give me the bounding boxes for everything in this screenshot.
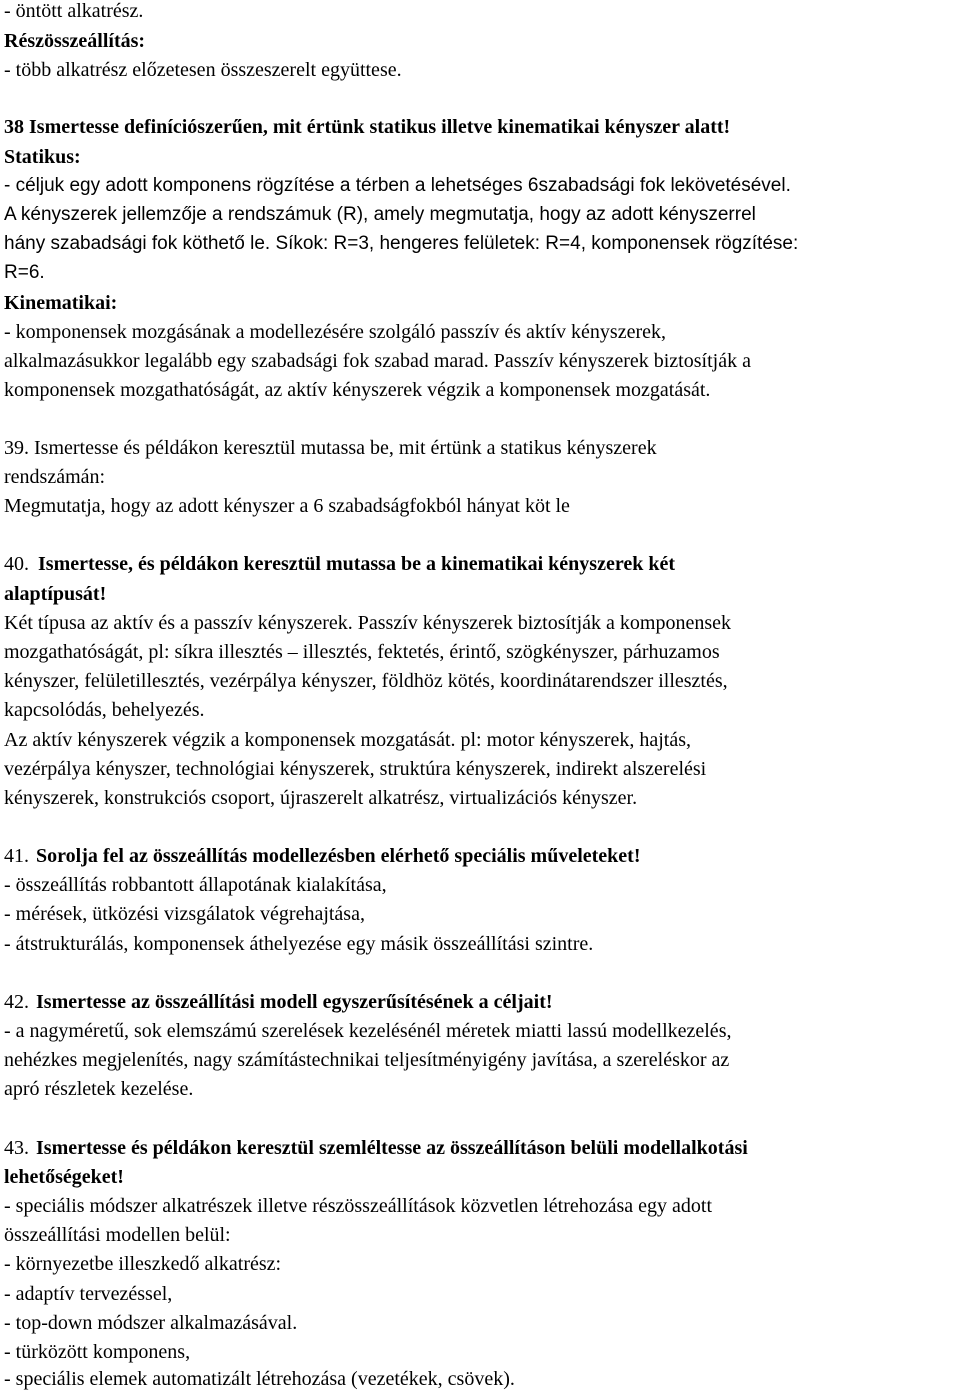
- q38-question: 38 Ismertesse definíciószerűen, mit értünk statikus illetve kinematikai kényszer alatt!: [4, 116, 731, 138]
- q43-answer-line: - türközött komponens,: [4, 1341, 191, 1363]
- q40-question-line: [4, 550, 675, 578]
- q43-question-line: [4, 1134, 748, 1162]
- q43-answer-line: - környezetbe illeszkedő alkatrész:: [4, 1253, 282, 1275]
- q43-answer-line: összeállítási modellen belül:: [4, 1224, 231, 1246]
- q40-question-line: alaptípusát!: [4, 583, 107, 605]
- q42-answer-line: nehézkes megjelenítés, nagy számítástechnikai teljesítményigény javítása, a szereléskor az: [4, 1049, 730, 1071]
- q40-answer-line: Két típusa az aktív és a passzív kényszerek. Passzív kényszerek biztosítják a komponensek: [4, 612, 732, 634]
- reszosszeallitas-heading: Részösszeállítás:: [4, 30, 146, 52]
- q43-number: 43.: [4, 1137, 29, 1159]
- q41-question-text: Sorolja fel az összeállítás modellezésben elérhető speciális műveleteket!: [36, 845, 641, 867]
- q40-answer-line: mozgathatóságát, pl: síkra illesztés – illesztés, fektetés, érintő, szögkényszer, párhuzamos: [4, 641, 720, 663]
- q38-statikus-line: A kényszerek jellemzője a rendszámuk (R), amely megmutatja, hogy az adott kényszerrel: [4, 204, 756, 225]
- q41-answer-line: - átstrukturálás, komponensek áthelyezése egy másik összeállítási szintre.: [4, 933, 594, 955]
- q40-answer-line: kapcsolódás, behelyezés.: [4, 699, 205, 721]
- q41-answer-line: - összeállítás robbantott állapotának kialakítása,: [4, 874, 387, 896]
- q39-question-line: rendszámán:: [4, 466, 106, 488]
- q42-question-line: [4, 988, 553, 1016]
- q39-answer: Megmutatja, hogy az adott kényszer a 6 szabadságfokból hányat köt le: [4, 495, 570, 517]
- q42-answer-line: apró részletek kezelése.: [4, 1078, 194, 1100]
- q38-kinematikai-line: komponensek mozgathatóságát, az aktív kényszerek végzik a komponensek mozgatását.: [4, 379, 711, 401]
- q38-kinematikai-line: - komponensek mozgásának a modellezésére szolgáló passzív és aktív kényszerek,: [4, 321, 666, 343]
- q40-question-text: Ismertesse, és példákon keresztül mutassa be a kinematikai kényszerek két: [38, 553, 676, 575]
- q42-question-text: Ismertesse az összeállítási modell egyszerűsítésének a céljait!: [36, 991, 553, 1013]
- q41-question-line: [4, 842, 640, 870]
- intro-item: - öntött alkatrész.: [4, 0, 144, 22]
- q43-question-line: lehetőségeket!: [4, 1166, 124, 1188]
- q42-answer-line: - a nagyméretű, sok elemszámú szerelések kezelésénél méretek miatti lassú modellkezelés,: [4, 1020, 732, 1042]
- q38-kinematikai-line: alkalmazásukkor legalább egy szabadsági fok szabad marad. Passzív kényszerek biztosítják a: [4, 350, 751, 372]
- reszosszeallitas-item: - több alkatrész előzetesen összeszerelt együttese.: [4, 59, 402, 81]
- q41-answer-line: - mérések, ütközési vizsgálatok végrehajtása,: [4, 903, 365, 925]
- q40-number: 40.: [4, 553, 29, 575]
- q43-answer-line: - speciális módszer alkatrészek illetve részösszeállítások közvetlen létrehozása egy adott: [4, 1195, 713, 1217]
- q40-answer-line: Az aktív kényszerek végzik a komponensek mozgatását. pl: motor kényszerek, hajtás,: [4, 729, 691, 751]
- q40-answer-line: vezérpálya kényszer, technológiai kényszerek, struktúra kényszerek, indirekt alszerelési: [4, 758, 707, 780]
- q43-answer-line: - speciális elemek automatizált létrehozása (vezetékek, csövek).: [4, 1368, 515, 1390]
- q39-question-line: 39. Ismertesse és példákon keresztül mutassa be, mit értünk a statikus kényszerek: [4, 437, 657, 459]
- q43-question-text: Ismertesse és példákon keresztül szemléltesse az összeállításon belüli modellalkotási: [36, 1137, 748, 1159]
- q40-answer-line: kényszer, felületillesztés, vezérpálya kényszer, földhöz kötés, koordinátarendszer illesztés,: [4, 670, 728, 692]
- q38-statikus-line: hány szabadsági fok köthető le. Síkok: R=3, hengeres felületek: R=4, komponensek rögzítése:: [4, 233, 799, 254]
- q42-number: 42.: [4, 991, 29, 1013]
- q43-answer-line: - adaptív tervezéssel,: [4, 1283, 173, 1305]
- q38-statikus-heading: Statikus:: [4, 146, 81, 168]
- q38-statikus-line: R=6.: [4, 262, 45, 283]
- q43-answer-line: - top-down módszer alkalmazásával.: [4, 1312, 298, 1334]
- q40-answer-line: kényszerek, konstrukciós csoport, újraszerelt alkatrész, virtualizációs kényszer.: [4, 787, 638, 809]
- q41-number: 41.: [4, 845, 29, 867]
- q38-statikus-line: - céljuk egy adott komponens rögzítése a térben a lehetséges 6szabadsági fok lekövetésével.: [4, 175, 791, 196]
- q38-kinematikai-heading: Kinematikai:: [4, 292, 118, 314]
